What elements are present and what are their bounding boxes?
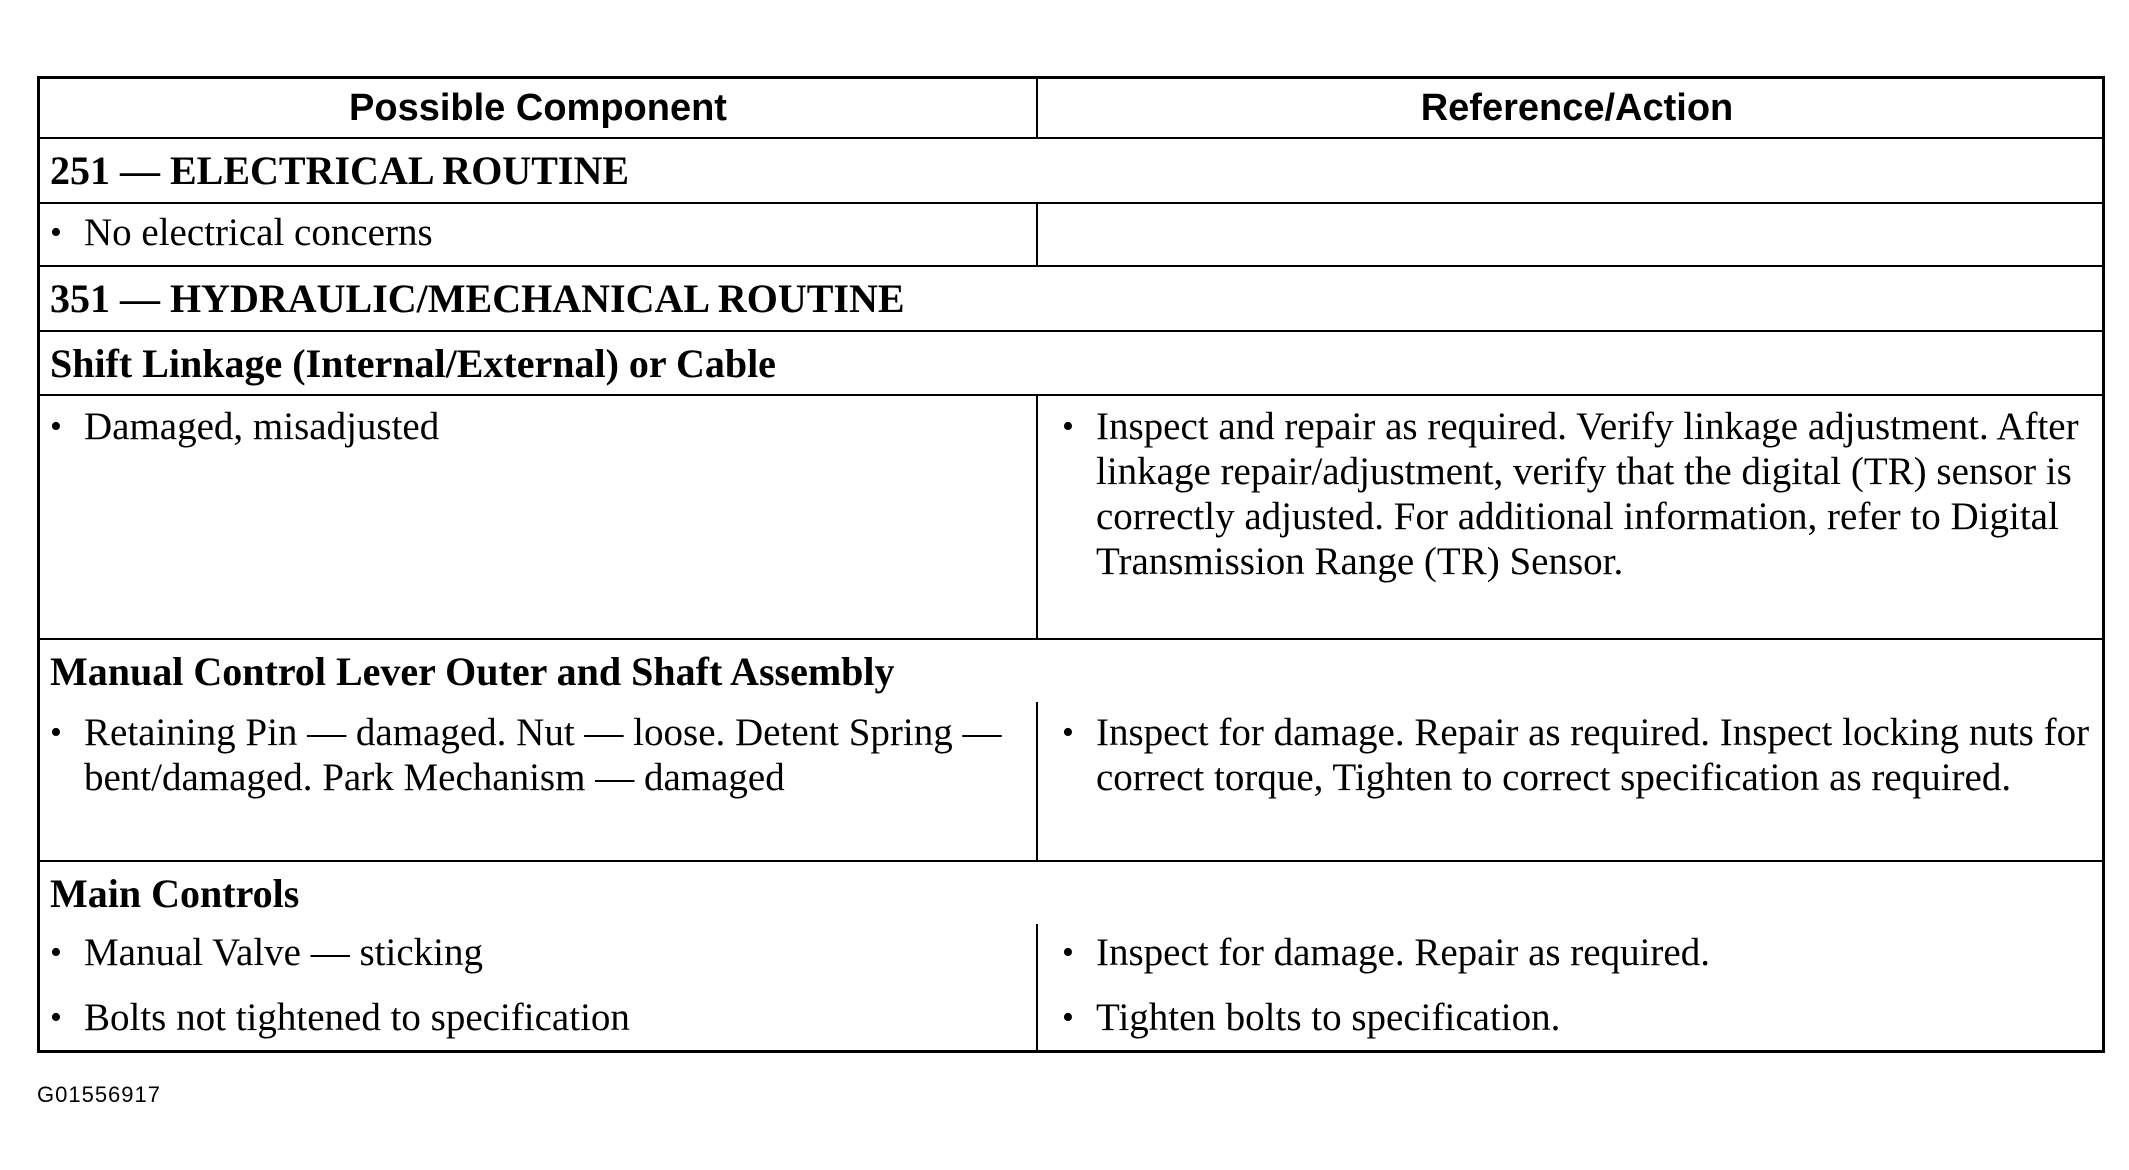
action-text: Tighten bolts to specification. (1096, 996, 1561, 1039)
section-hydraulic (40, 267, 2102, 332)
bullet-icon: • (50, 999, 62, 1036)
list-item (50, 404, 1026, 449)
section-title: 251 — ELECTRICAL ROUTINE (50, 148, 630, 193)
list-item (50, 210, 1026, 255)
table-row (40, 396, 2102, 640)
list-item (1062, 710, 2092, 800)
section-shift-linkage (40, 332, 2102, 396)
component-text: Retaining Pin — damaged. Nut — loose. Detent Spring — bent/damaged. Park Mechanism — damaged (84, 711, 1002, 799)
list-item (50, 710, 1026, 800)
action-text: Inspect for damage. Repair as required. (1096, 931, 1710, 974)
table-header (40, 79, 2102, 139)
section-title: Shift Linkage (Internal/External) or Cable (50, 340, 776, 386)
table-row (40, 204, 2102, 267)
bullet-icon: • (1062, 999, 1074, 1036)
header-component: Possible Component (40, 79, 1038, 137)
list-item (50, 995, 1026, 1040)
bullet-icon: • (1062, 408, 1074, 445)
list-item (1062, 995, 2092, 1040)
component-text: Bolts not tightened to specification (84, 996, 630, 1039)
list-item (1062, 404, 2092, 584)
component-text: No electrical concerns (84, 211, 433, 254)
header-action: Reference/Action (1420, 86, 1734, 129)
section-title: Manual Control Lever Outer and Shaft Assembly (50, 648, 895, 694)
section-title: 351 — HYDRAULIC/MECHANICAL ROUTINE (50, 276, 905, 321)
bullet-icon: • (1062, 714, 1074, 751)
bullet-icon: • (50, 714, 62, 751)
diagnosis-table (37, 76, 2105, 1053)
action-cell-empty (1038, 204, 2102, 265)
section-title: Main Controls (50, 870, 300, 916)
list-item (1062, 930, 2092, 975)
bullet-icon: • (50, 214, 62, 251)
table-row (40, 702, 2102, 862)
action-text: Inspect and repair as required. Verify linkage adjustment. After linkage repair/adjustment, verify that the digital (TR) sensor is correctly adjusted. For additional information, refer to Digital Transmission Range (TR) Sensor. (1096, 405, 2079, 583)
bullet-icon: • (50, 934, 62, 971)
table-row (40, 924, 2102, 1050)
figure-code: G01556917 (37, 1082, 161, 1107)
list-item (50, 930, 1026, 975)
component-text: Manual Valve — sticking (84, 931, 483, 974)
bullet-icon: • (1062, 934, 1074, 971)
action-text: Inspect for damage. Repair as required. Inspect locking nuts for correct torque, Tighten to correct specification as required. (1096, 711, 2090, 799)
section-main-controls (40, 862, 2102, 924)
section-manual-control (40, 640, 2102, 702)
bullet-icon: • (50, 408, 62, 445)
section-electrical (40, 139, 2102, 204)
component-text: Damaged, misadjusted (84, 405, 440, 448)
